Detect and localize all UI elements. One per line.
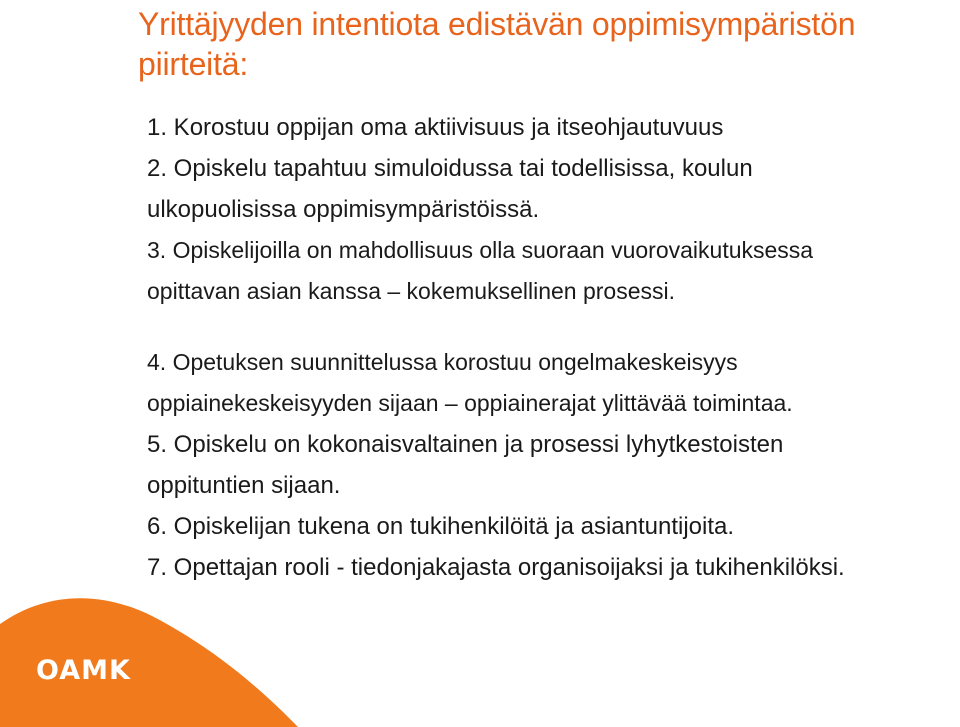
list-item-2: 2. Opiskelu tapahtuu simuloidussa tai todellisissa, koulun ulkopuolisissa oppimisympäristöissä. — [147, 155, 753, 223]
list-item-6: 6. Opiskelijan tukena on tukihenkilöitä ja asiantuntijoita. — [147, 513, 735, 540]
list-item-4: 4. Opetuksen suunnittelussa korostuu ongelmakeskeisyys oppiainekeskeisyyden sijaan – oppiainerajat ylittävää toimintaa. — [147, 349, 793, 416]
feature-list — [147, 107, 957, 588]
list-item-5: 5. Opiskelu on kokonaisvaltainen ja prosessi lyhytkestoisten oppituntien sijaan. — [147, 431, 784, 499]
list-item-3: 3. Opiskelijoilla on mahdollisuus olla suoraan vuorovaikutuksessa opittavan asian kanssa – kokemuksellinen prosessi. — [147, 237, 814, 304]
slide-title: Yrittäjyyden intentiota edistävän oppimisympäristön piirteitä: — [138, 6, 856, 82]
list-item-1: 1. Korostuu oppijan oma aktiivisuus ja itseohjautuvuus — [147, 114, 724, 141]
list-item-7: 7. Opettajan rooli - tiedonjakajasta organisoijaksi ja tukihenkilöksi. — [147, 554, 845, 581]
oamk-logo: OAMK — [36, 655, 131, 686]
